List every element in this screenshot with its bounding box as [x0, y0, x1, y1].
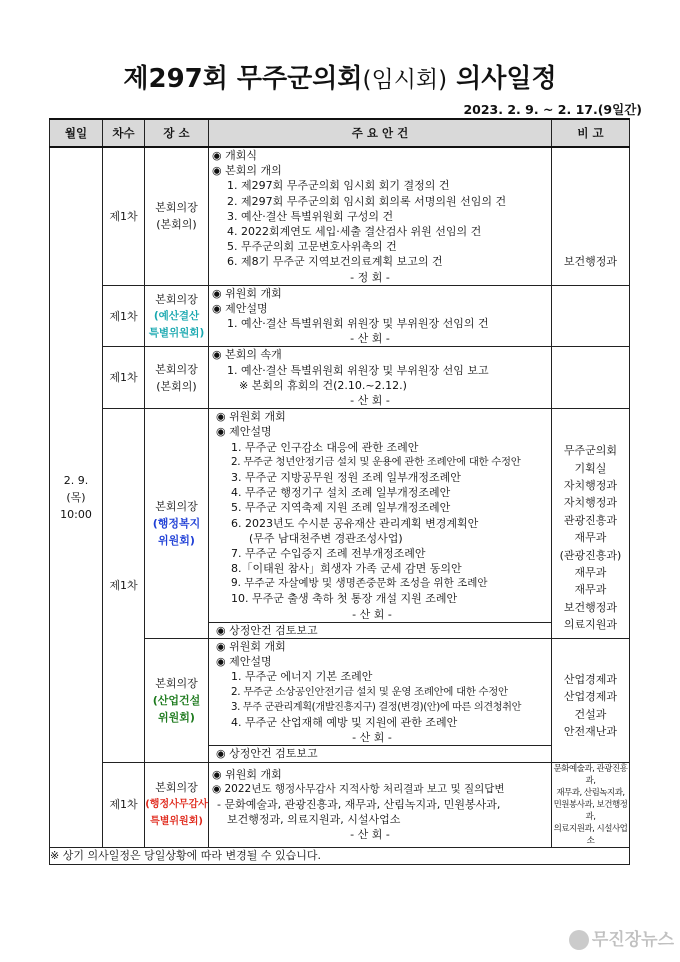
- place-line: 위원회): [158, 534, 195, 548]
- agenda-line: ◉ 2022년도 행정사무감사 지적사항 처리결과 보고 및 질의답변: [212, 782, 505, 795]
- agenda-line: - 산 회 -: [352, 607, 392, 621]
- page-title: [0, 58, 680, 95]
- round-cell: 제1차: [103, 285, 145, 347]
- note-line: 자치행정과: [563, 479, 618, 492]
- note-line: 재무과: [574, 566, 607, 580]
- agenda-line: (무주 남대천주변 경관조성사업): [249, 531, 403, 545]
- agenda-line: - 산 회 -: [352, 731, 392, 745]
- agenda-line: ※ 본회의 휴회의 건(2.10.~2.12.): [239, 378, 407, 392]
- round-cell: 제1차: [103, 347, 145, 409]
- footnote: ※ 상기 의사일정은 당일상황에 따라 변경될 수 있습니다.: [50, 847, 630, 864]
- note-line: 안전재난과: [563, 725, 618, 739]
- agenda-line: 6. 2023년도 수시분 공유재산 관리계획 변경계획안: [231, 516, 479, 530]
- place-line: 특별위원회): [148, 326, 205, 339]
- agenda-line: 3. 예산·결산 특별위원회 구성의 건: [227, 209, 394, 223]
- agenda-line: 3. 무주 군관리계획(개발진흥지구) 결정(변경)(안)에 따른 의견청취안: [231, 701, 522, 713]
- table-row: [50, 147, 630, 285]
- agenda-line: 8.「이태원 참사」희생자 가족 군세 감면 동의안: [231, 562, 462, 576]
- session-period: 2023. 2. 9. ~ 2. 17.(9일간): [463, 102, 642, 117]
- place-line: 본회의장: [155, 676, 198, 690]
- agenda-line: 5. 무주군 지역축제 지원 조례 일부개정조례안: [231, 501, 451, 515]
- place-cell: [145, 285, 209, 347]
- agenda-line: ◉ 제안설명: [216, 655, 272, 669]
- round-cell: 제1차: [103, 762, 145, 847]
- header-place: 장 소: [145, 119, 209, 147]
- agenda-line: ◉ 위원회 개회: [216, 640, 286, 653]
- agenda-line: - 산 회 -: [350, 828, 390, 842]
- note-line: 문화예술과, 관광진흥과,: [553, 763, 628, 786]
- agenda-line: ◉ 본회의 속개: [212, 348, 282, 362]
- agenda-line: 3. 무주군 지방공무원 정원 조례 일부개정조례안: [231, 470, 461, 484]
- note-line: 의료지원과, 시설사업소: [553, 823, 628, 846]
- watermark-logo-icon: [569, 930, 589, 950]
- agenda-line: 4. 2022회계연도 세입·세출 결산검사 위원 선임의 건: [227, 224, 482, 238]
- table-row: [50, 409, 630, 639]
- watermark: [569, 925, 674, 950]
- notes-cell: [552, 285, 630, 347]
- place-line: (본회의): [156, 379, 197, 393]
- note-line: 재무과, 산림녹지과,: [556, 787, 625, 798]
- notes-cell: [552, 639, 630, 763]
- agenda-cell: [209, 347, 552, 409]
- agenda-line: ◉ 개회식: [212, 149, 257, 162]
- header-notes: 비 고: [552, 119, 630, 147]
- agenda-cell: [209, 285, 552, 347]
- note-line: 재무과: [574, 531, 607, 545]
- date-time: 10:00: [60, 507, 92, 521]
- agenda-cell: [209, 147, 552, 285]
- place-line: 본회의장: [155, 201, 198, 215]
- agenda-line: 7. 무주군 수입증지 조례 전부개정조례안: [231, 546, 426, 560]
- place-cell: [145, 762, 209, 847]
- agenda-line: 9. 무주군 자살예방 및 생명존중문화 조성을 위한 조례안: [231, 577, 488, 590]
- note-line: 산업경제과: [563, 673, 618, 686]
- agenda-line: ◉ 위원회 개회: [216, 410, 286, 424]
- agenda-line: 5. 무주군의회 고문변호사위촉의 건: [227, 240, 397, 254]
- agenda-line: ◉ 제안설명: [216, 425, 272, 439]
- agenda-line: - 산 회 -: [350, 394, 390, 407]
- table-row: [50, 762, 630, 847]
- note-line: 의료지원과: [563, 618, 618, 632]
- note-line: 무주군의회: [563, 444, 618, 458]
- agenda-line: 보건행정과, 의료지원과, 시설사업소: [227, 813, 401, 827]
- place-line: 위원회): [158, 710, 195, 724]
- notes-cell: [552, 147, 630, 285]
- place-line: (산업건설: [152, 693, 201, 707]
- date-weekday: (목): [66, 490, 86, 504]
- note-line: 자치행정과: [563, 496, 618, 510]
- review-line: ◉ 상정안건 검토보고: [209, 622, 551, 638]
- place-line: (행정복지: [152, 517, 201, 531]
- agenda-line: 1. 무주군 에너지 기본 조례안: [231, 670, 373, 684]
- note-line: 보건행정과: [563, 255, 618, 269]
- title-main: 제297회 무주군의회: [123, 64, 363, 94]
- place-line: (본회의): [156, 218, 197, 232]
- note-line: 재무과: [574, 583, 607, 597]
- schedule-table: [49, 118, 630, 865]
- round-cell: 제1차: [103, 409, 145, 762]
- place-line: 본회의장: [155, 500, 198, 514]
- note-line: 보건행정과: [563, 600, 618, 614]
- table-row: [50, 347, 630, 409]
- header-agenda: 주 요 안 건: [209, 119, 552, 147]
- header-date: 월일: [50, 119, 103, 147]
- agenda-line: - 문화예술과, 관광진흥과, 재무과, 산림녹지과, 민원봉사과,: [217, 797, 501, 811]
- agenda-line: ◉ 본회의 개의: [212, 164, 282, 178]
- agenda-cell: [209, 639, 552, 763]
- agenda-cell: [209, 762, 552, 847]
- table-row: [50, 285, 630, 347]
- place-line: (예산결산: [153, 309, 200, 322]
- place-line: 본회의장: [155, 781, 198, 794]
- review-line: ◉ 상정안건 검토보고: [209, 745, 551, 761]
- agenda-line: 1. 예산·결산 특별위원회 위원장 및 부위원장 선임 보고: [227, 363, 489, 377]
- title-paren: (임시회): [362, 67, 448, 93]
- agenda-line: 4. 무주군 행정기구 설치 조례 일부개정조례안: [231, 486, 451, 500]
- agenda-line: 2. 무주군 소상공인안전기금 설치 및 운영 조례안에 대한 수정안: [231, 685, 508, 698]
- date-cell: [50, 147, 103, 847]
- agenda-line: 1. 무주군 인구감소 대응에 관한 조례안: [231, 440, 419, 454]
- round-cell: 제1차: [103, 147, 145, 285]
- place-line: 본회의장: [155, 362, 198, 376]
- agenda-line: ◉ 위원회 개회: [212, 767, 282, 781]
- note-line: 건설과: [574, 707, 607, 721]
- note-line: (관광진흥과): [559, 548, 622, 562]
- agenda-line: 10. 무주군 출생 축하 첫 통장 개설 지원 조례안: [231, 592, 458, 606]
- note-line: 민원봉사과, 보건행정과,: [553, 799, 628, 822]
- watermark-text: 무진장뉴스: [591, 930, 674, 950]
- agenda-line: 2. 제297회 무주군의회 임시회 회의록 서명의원 선임의 건: [227, 194, 507, 208]
- agenda-line: 6. 제8기 무주군 지역보건의료계획 보고의 건: [227, 255, 443, 269]
- agenda-line: - 산 회 -: [350, 332, 390, 346]
- notes-cell: [552, 347, 630, 409]
- place-cell: [145, 147, 209, 285]
- place-cell: [145, 639, 209, 763]
- agenda-line: 2. 무주군 청년안정기금 설치 및 운용에 관한 조례안에 대한 수정안: [231, 455, 521, 468]
- agenda-line: ◉ 위원회 개회: [212, 286, 282, 300]
- agenda-line: - 정 회 -: [350, 270, 390, 284]
- note-line: 관광진흥과: [563, 513, 618, 527]
- place-cell: [145, 409, 209, 639]
- header-round: 차수: [103, 119, 145, 147]
- notes-cell: [552, 762, 630, 847]
- footnote-row: [50, 847, 630, 864]
- title-tail: 의사일정: [456, 64, 557, 94]
- place-line: 특별위원회): [150, 816, 203, 827]
- agenda-cell: [209, 409, 552, 639]
- agenda-line: 4. 무주군 산업재해 예방 및 지원에 관한 조례안: [231, 715, 458, 729]
- note-line: 기획실: [574, 461, 607, 475]
- place-cell: [145, 347, 209, 409]
- table-header-row: [50, 119, 630, 147]
- note-line: 산업경제과: [563, 690, 618, 704]
- place-line: (행정사무감사: [145, 799, 208, 810]
- agenda-line: 1. 제297회 무주군의회 임시회 회기 결정의 건: [227, 179, 450, 193]
- agenda-line: 1. 예산·결산 특별위원회 위원장 및 부위원장 선임의 건: [227, 317, 489, 331]
- agenda-line: ◉ 제안설명: [212, 301, 268, 315]
- place-line: 본회의장: [155, 292, 198, 306]
- notes-cell: [552, 409, 630, 639]
- date-day: 2. 9.: [63, 473, 89, 487]
